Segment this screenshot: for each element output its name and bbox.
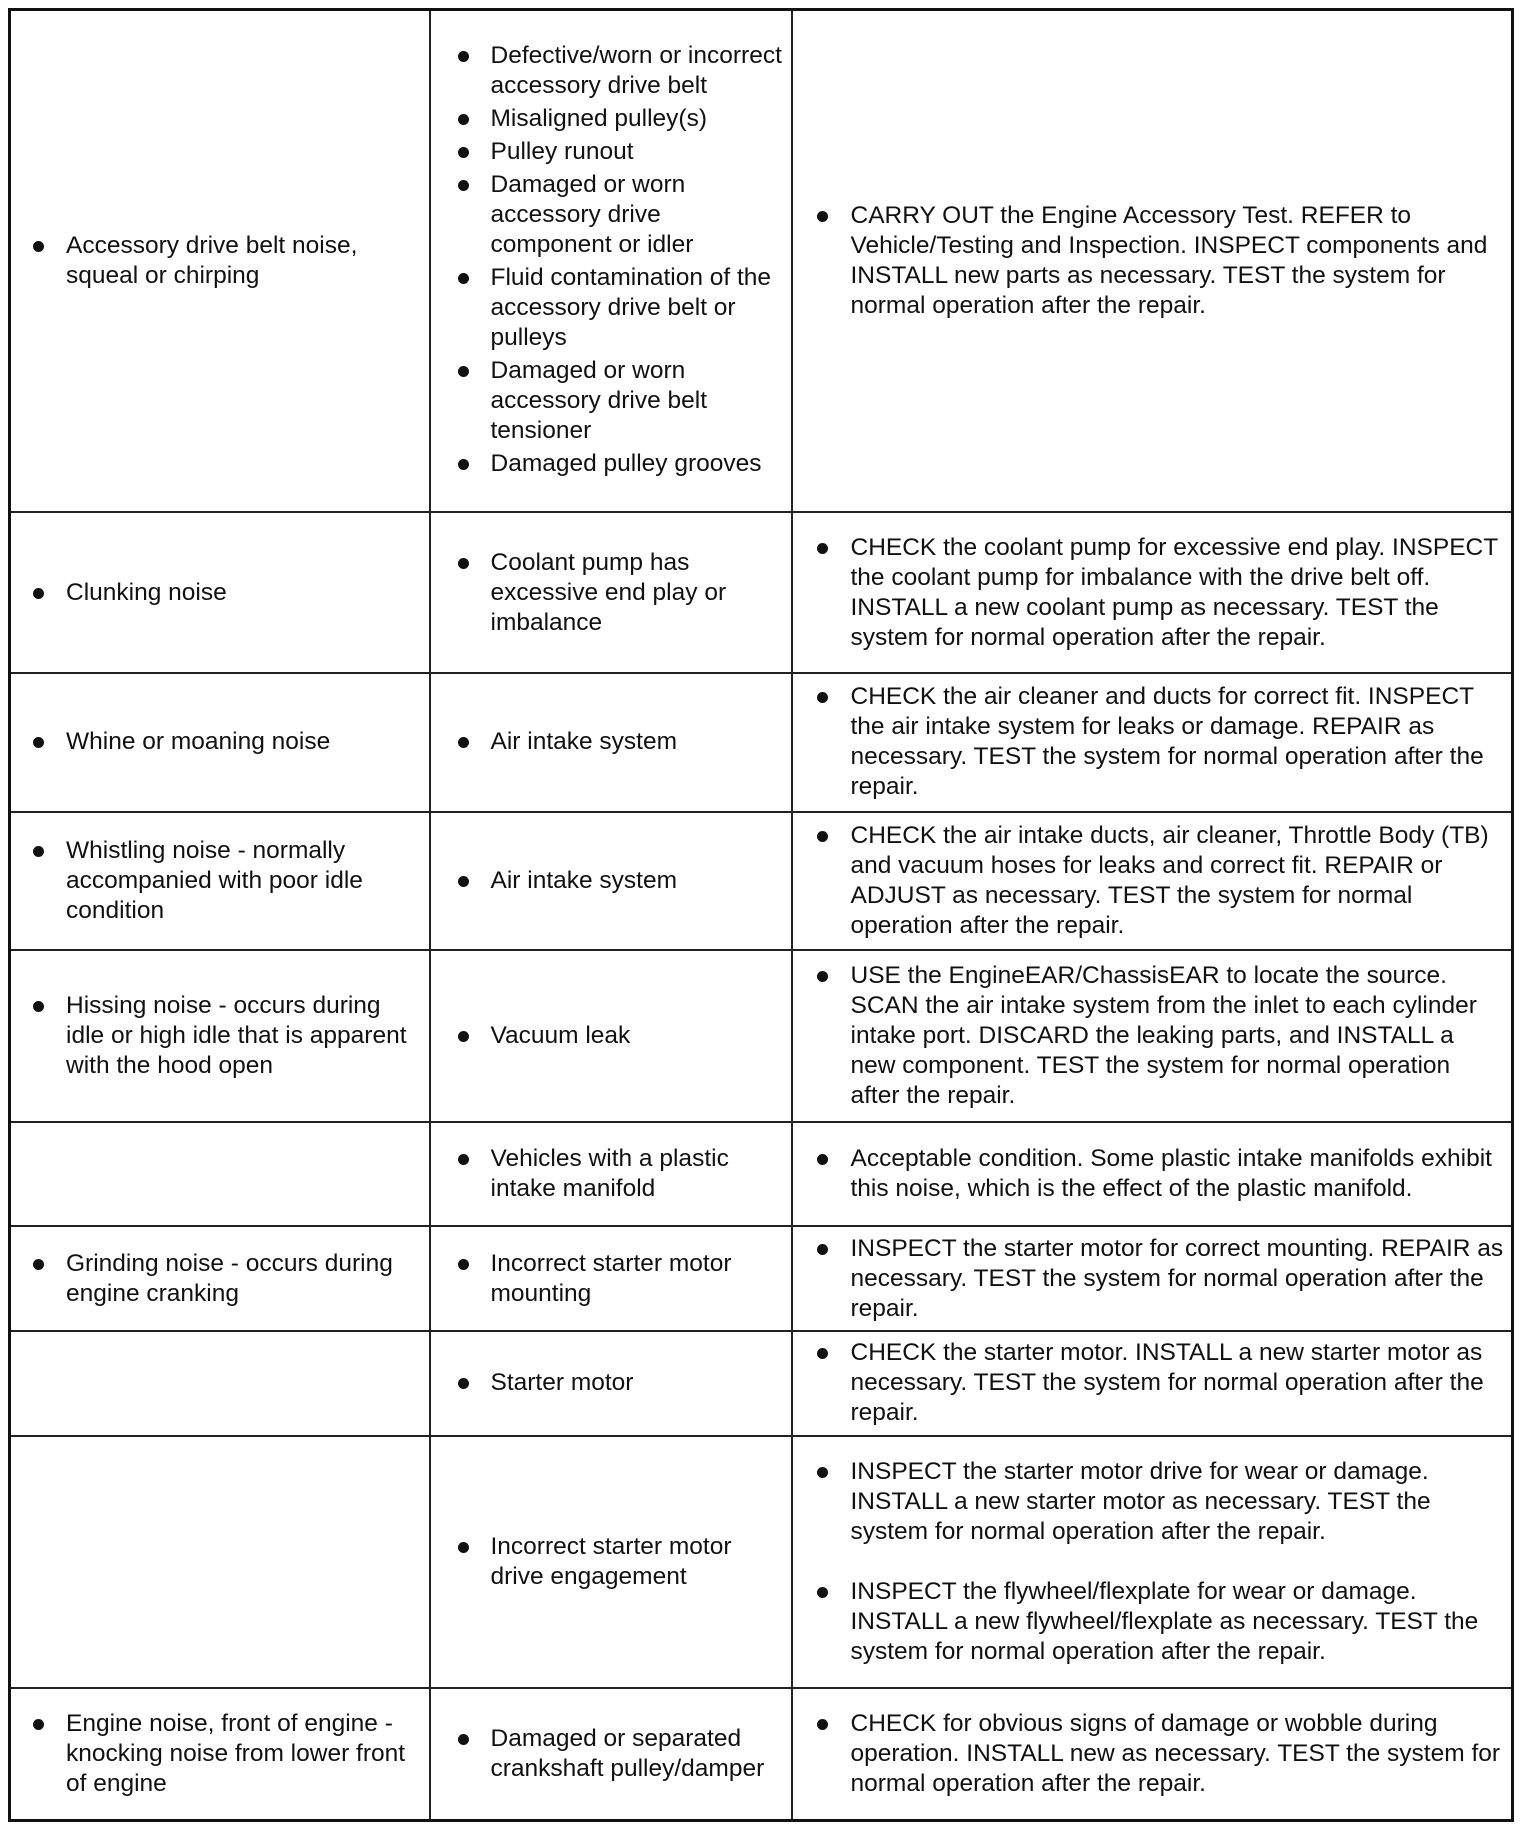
symptom-cell	[10, 512, 430, 673]
cause-text: Starter motor	[491, 1368, 783, 1398]
cause-text: Damaged or worn accessory drive component or idler	[491, 170, 783, 260]
table-row	[10, 950, 1513, 1122]
symptom-text: Clunking noise	[66, 578, 417, 608]
action-cell	[792, 1331, 1513, 1436]
symptom-cell	[10, 950, 430, 1122]
action-cell	[792, 1122, 1513, 1226]
symptom-cell	[10, 1331, 430, 1436]
cause-text: Damaged or worn accessory drive belt tensioner	[491, 356, 783, 446]
cause-cell	[430, 1226, 792, 1330]
symptom-cell	[10, 1436, 430, 1688]
table-row	[10, 10, 1513, 513]
action-cell	[792, 512, 1513, 673]
cause-text: Damaged pulley grooves	[491, 449, 783, 479]
table-row	[10, 1436, 1513, 1688]
action-text: USE the EngineEAR/ChassisEAR to locate the source. SCAN the air intake system from the inlet to each cylinder intake port. DISCARD the leaking parts, and INSTALL a new component. TEST the system for normal operation after the repair.	[851, 961, 1506, 1111]
cause-cell	[430, 512, 792, 673]
cause-text: Defective/worn or incorrect accessory drive belt	[490, 41, 782, 99]
action-text: CARRY OUT the Engine Accessory Test. REFER to Vehicle/Testing and Inspection. INSPECT components and INSTALL new parts as necessary. TEST the system for normal operation after the repair.	[851, 201, 1506, 321]
symptom-cell	[10, 10, 430, 513]
cause-cell	[430, 1688, 792, 1821]
table-row	[10, 1122, 1513, 1226]
action-text: INSPECT the starter motor for correct mounting. REPAIR as necessary. TEST the system for normal operation after the repair.	[850, 1234, 1504, 1322]
cause-text: Fluid contamination of the accessory drive belt or pulleys	[491, 263, 783, 353]
action-text: CHECK for obvious signs of damage or wobble during operation. INSTALL new as necessary. TEST the system for normal operation after the repair.	[851, 1709, 1506, 1799]
cause-cell	[430, 1436, 792, 1688]
table-row	[10, 673, 1513, 811]
action-text: CHECK the coolant pump for excessive end play. INSPECT the coolant pump for imbalance with the drive belt off. INSTALL a new coolant pump as necessary. TEST the system for normal operation after the repair.	[851, 533, 1506, 653]
cause-cell	[430, 1122, 792, 1226]
table-row	[10, 1688, 1513, 1821]
cause-text: Coolant pump has excessive end play or imbalance	[491, 548, 783, 638]
action-text: CHECK the air intake ducts, air cleaner, Throttle Body (TB) and vacuum hoses for leaks and correct fit. REPAIR or ADJUST as necessary. TEST the system for normal operation after the repair.	[851, 821, 1506, 941]
cause-cell	[430, 10, 792, 513]
symptom-text: Hissing noise - occurs during idle or high idle that is apparent with the hood open	[66, 991, 417, 1081]
cause-text: Vehicles with a plastic intake manifold	[491, 1144, 783, 1204]
symptom-cell	[10, 673, 430, 811]
action-text: INSPECT the starter motor drive for wear or damage. INSTALL a new starter motor as necessary. TEST the system for normal operation after the repair.	[851, 1457, 1506, 1547]
diagnosis-table	[8, 8, 1514, 1822]
symptom-text: Whistling noise - normally accompanied with poor idle condition	[66, 836, 417, 926]
action-text: CHECK the starter motor. INSTALL a new starter motor as necessary. TEST the system for normal operation after the repair.	[851, 1338, 1506, 1428]
cause-text: Vacuum leak	[491, 1021, 783, 1051]
action-cell	[792, 1226, 1513, 1330]
table-row	[10, 812, 1513, 950]
symptom-text: Accessory drive belt noise, squeal or chirping	[66, 231, 417, 291]
cause-text: Incorrect starter motor mounting	[491, 1249, 783, 1309]
action-text: Acceptable condition. Some plastic intake manifolds exhibit this noise, which is the effect of the plastic manifold.	[851, 1144, 1506, 1204]
symptom-text: Whine or moaning noise	[66, 727, 417, 757]
action-cell	[792, 1436, 1513, 1688]
action-cell	[792, 950, 1513, 1122]
table-row	[10, 512, 1513, 673]
symptom-cell	[10, 1226, 430, 1330]
action-cell	[792, 10, 1513, 513]
symptom-cell	[10, 812, 430, 950]
symptom-text: Grinding noise - occurs during engine cranking	[66, 1249, 417, 1309]
cause-text: Damaged or separated crankshaft pulley/damper	[491, 1724, 783, 1784]
action-cell	[792, 673, 1513, 811]
symptom-cell	[10, 1122, 430, 1226]
table-row	[10, 1331, 1513, 1436]
cause-cell	[430, 1331, 792, 1436]
symptom-cell	[10, 1688, 430, 1821]
cause-cell	[430, 950, 792, 1122]
action-cell	[792, 812, 1513, 950]
cause-cell	[430, 673, 792, 811]
cause-cell	[430, 812, 792, 950]
action-cell	[792, 1688, 1513, 1821]
cause-text: Air intake system	[491, 866, 783, 896]
cause-text: Pulley runout	[491, 137, 783, 167]
action-text: INSPECT the flywheel/flexplate for wear or damage. INSTALL a new flywheel/flexplate as necessary. TEST the system for normal operation after the repair.	[851, 1577, 1506, 1667]
table-row	[10, 1226, 1513, 1330]
cause-text: Incorrect starter motor drive engagement	[491, 1532, 783, 1592]
action-text: CHECK the air cleaner and ducts for correct fit. INSPECT the air intake system for leaks or damage. REPAIR as necessary. TEST the system for normal operation after the repair.	[851, 682, 1506, 802]
cause-text: Misaligned pulley(s)	[491, 104, 783, 134]
cause-text: Air intake system	[491, 727, 783, 757]
symptom-text: Engine noise, front of engine - knocking noise from lower front of engine	[66, 1709, 417, 1799]
